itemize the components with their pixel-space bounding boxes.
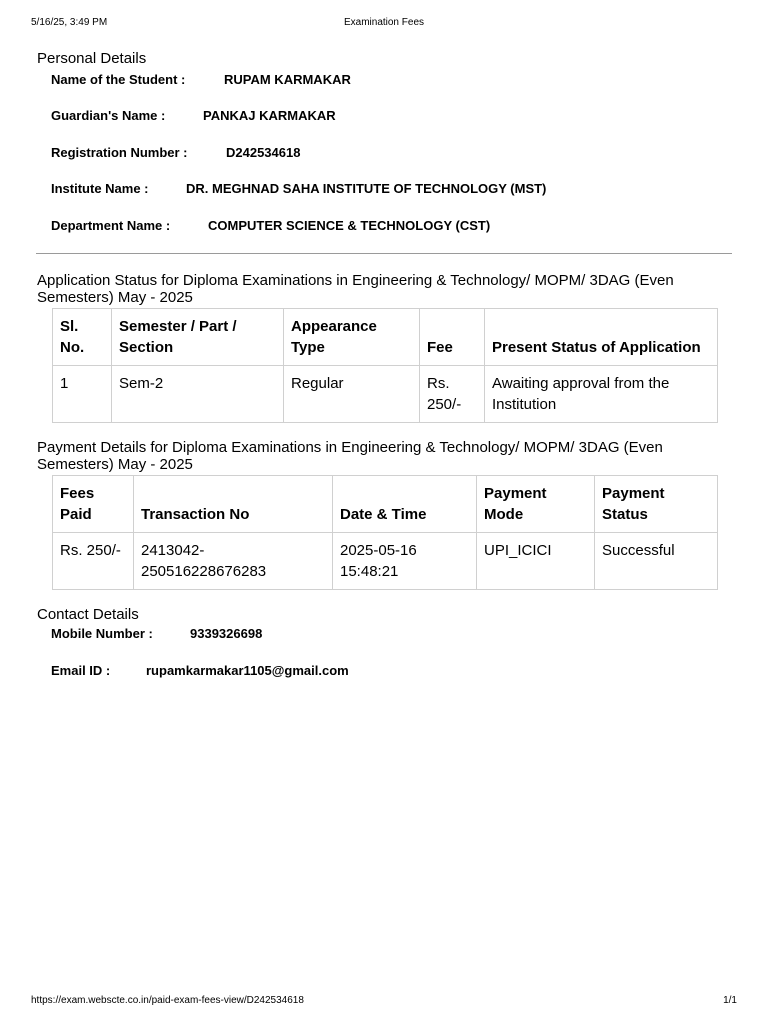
date-time-cell: 2025-05-16 15:48:21 <box>333 533 477 590</box>
table-row <box>53 533 718 590</box>
student-name-field <box>51 72 351 87</box>
column-header-fee: Fee <box>420 309 485 366</box>
student-name-value: RUPAM KARMAKAR <box>224 72 351 87</box>
registration-number-label: Registration Number : <box>51 145 188 160</box>
department-name-field <box>51 218 490 233</box>
section-divider <box>36 253 732 254</box>
fees-paid-cell: Rs. 250/- <box>53 533 134 590</box>
transaction-no-cell: 2413042-250516228676283 <box>134 533 333 590</box>
print-footer <box>31 995 737 1009</box>
mobile-number-value: 9339326698 <box>190 626 263 641</box>
department-name-label: Department Name : <box>51 218 171 233</box>
registration-number-field <box>51 145 300 160</box>
contact-details-heading: Contact Details <box>37 606 139 623</box>
payment-mode-cell: UPI_ICICI <box>477 533 595 590</box>
guardian-name-label: Guardian's Name : <box>51 108 166 123</box>
table-row <box>53 366 718 423</box>
institute-name-value: DR. MEGHNAD SAHA INSTITUTE OF TECHNOLOGY (MST) <box>186 181 547 196</box>
column-header-payment-mode: Payment Mode <box>477 476 595 533</box>
semester-cell: Sem-2 <box>112 366 284 423</box>
email-field <box>51 663 349 678</box>
department-name-value: COMPUTER SCIENCE & TECHNOLOGY (CST) <box>208 218 491 233</box>
column-header-date-time: Date & Time <box>333 476 477 533</box>
column-header-sl-no: Sl. No. <box>53 309 112 366</box>
present-status-cell: Awaiting approval from the Institution <box>485 366 718 423</box>
print-datetime: 5/16/25, 3:49 PM <box>31 17 108 28</box>
student-name-label: Name of the Student : <box>51 72 186 87</box>
application-status-table <box>52 308 718 423</box>
institute-name-label: Institute Name : <box>51 181 149 196</box>
print-header <box>31 17 737 31</box>
payment-details-table <box>52 475 718 590</box>
column-header-present-status: Present Status of Application <box>485 309 718 366</box>
guardian-name-field <box>51 108 336 123</box>
column-header-semester: Semester / Part / Section <box>112 309 284 366</box>
page-number: 1/1 <box>723 995 737 1006</box>
payment-details-heading: Payment Details for Diploma Examinations in Engineering & Technology/ MOPM/ 3DAG (Even Semesters) May - 2025 <box>37 439 663 473</box>
table-header-row <box>53 309 718 366</box>
payment-status-cell: Successful <box>595 533 718 590</box>
guardian-name-value: PANKAJ KARMAKAR <box>203 108 336 123</box>
registration-number-value: D242534618 <box>226 145 301 160</box>
column-header-transaction-no: Transaction No <box>134 476 333 533</box>
email-label: Email ID : <box>51 663 111 678</box>
fee-cell: Rs. 250/- <box>420 366 485 423</box>
print-page-title: Examination Fees <box>343 17 425 28</box>
page-url: https://exam.webscte.co.in/paid-exam-fees-view/D242534618 <box>31 995 304 1006</box>
column-header-fees-paid: Fees Paid <box>53 476 134 533</box>
email-value: rupamkarmakar1105@gmail.com <box>146 663 349 678</box>
column-header-appearance-type: Appearance Type <box>284 309 420 366</box>
table-header-row <box>53 476 718 533</box>
institute-name-field <box>51 181 546 196</box>
mobile-number-label: Mobile Number : <box>51 626 153 641</box>
sl-no-cell: 1 <box>53 366 112 423</box>
personal-details-heading: Personal Details <box>37 50 147 67</box>
appearance-type-cell: Regular <box>284 366 420 423</box>
mobile-number-field <box>51 626 262 641</box>
application-status-heading: Application Status for Diploma Examinations in Engineering & Technology/ MOPM/ 3DAG (Even Semesters) May - 2025 <box>37 272 674 306</box>
column-header-payment-status: Payment Status <box>595 476 718 533</box>
